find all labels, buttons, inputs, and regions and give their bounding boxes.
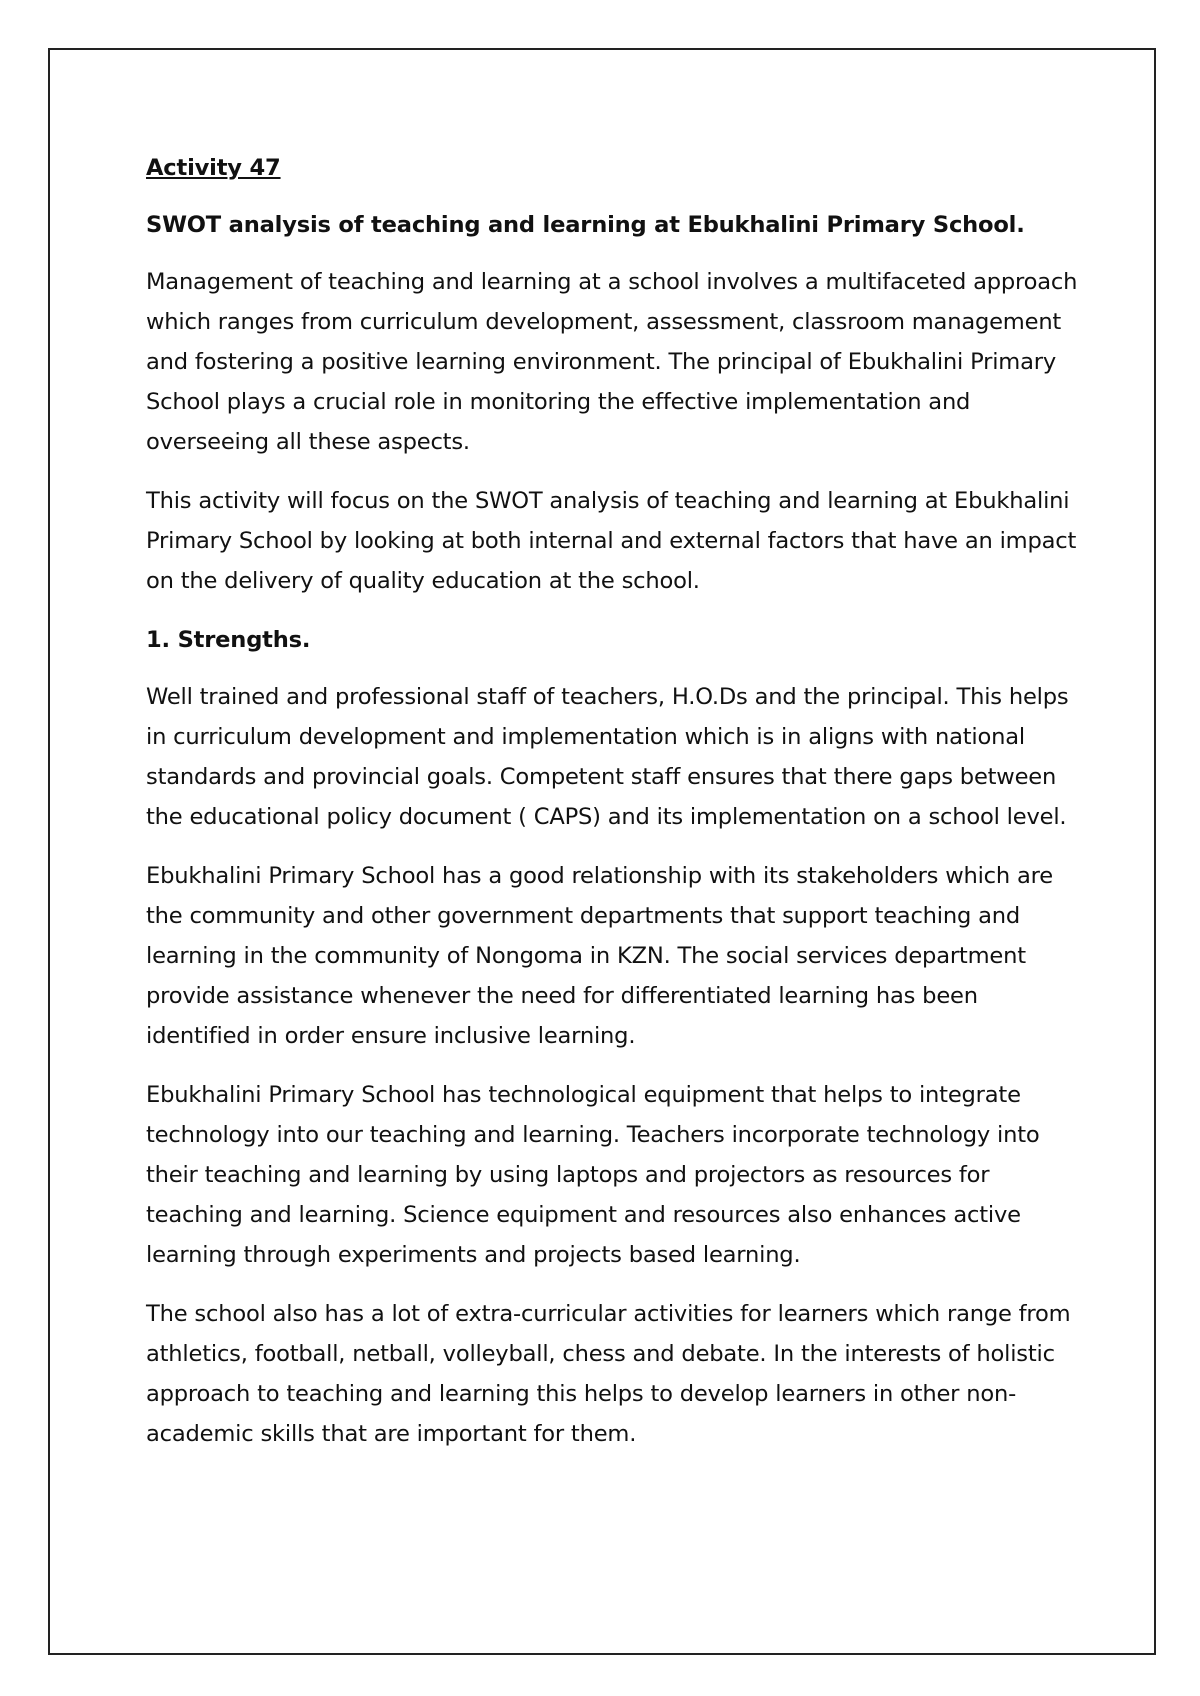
strengths-paragraph: Ebukhalini Primary School has a good relationship with its stakeholders which are the community and other government departments that support teaching and learning in the community of Nongoma in KZN. The social services department provide assistance whenever the need for differentiated learning has been identified in order ensure inclusive learning. — [146, 863, 1053, 1049]
document-heading: SWOT analysis of teaching and learning at Ebukhalini Primary School. — [146, 212, 1025, 238]
strengths-paragraph: Well trained and professional staff of teachers, H.O.Ds and the principal. This helps in curriculum development and implementation which is in aligns with national standards and provincial goals. Competent staff ensures that there gaps between the educational policy document ( CAPS) and its implementation on a school level. — [146, 684, 1069, 830]
intro-paragraph: This activity will focus on the SWOT analysis of teaching and learning at Ebukhalini Primary School by looking at both internal and external factors that have an impact on the delivery of quality education at the school. — [146, 488, 1077, 594]
strengths-heading: 1. Strengths. — [146, 627, 311, 653]
document-body — [146, 148, 1086, 1473]
activity-title: Activity 47 — [146, 155, 281, 181]
strengths-paragraph: Ebukhalini Primary School has technological equipment that helps to integrate technology into our teaching and learning. Teachers incorporate technology into their teaching and learning by using laptops and projectors as resources for teaching and learning. Science equipment and resources also enhances active learning through experiments and projects based learning. — [146, 1082, 1040, 1268]
intro-paragraph: Management of teaching and learning at a school involves a multifaceted approach which ranges from curriculum development, assessment, classroom management and fostering a positive learning environment. The principal of Ebukhalini Primary School plays a crucial role in monitoring the effective implementation and overseeing all these aspects. — [146, 269, 1078, 455]
strengths-paragraph: The school also has a lot of extra-curricular activities for learners which range from athletics, football, netball, volleyball, chess and debate. In the interests of holistic approach to teaching and learning this helps to develop learners in other non-academic skills that are important for them. — [146, 1301, 1071, 1447]
